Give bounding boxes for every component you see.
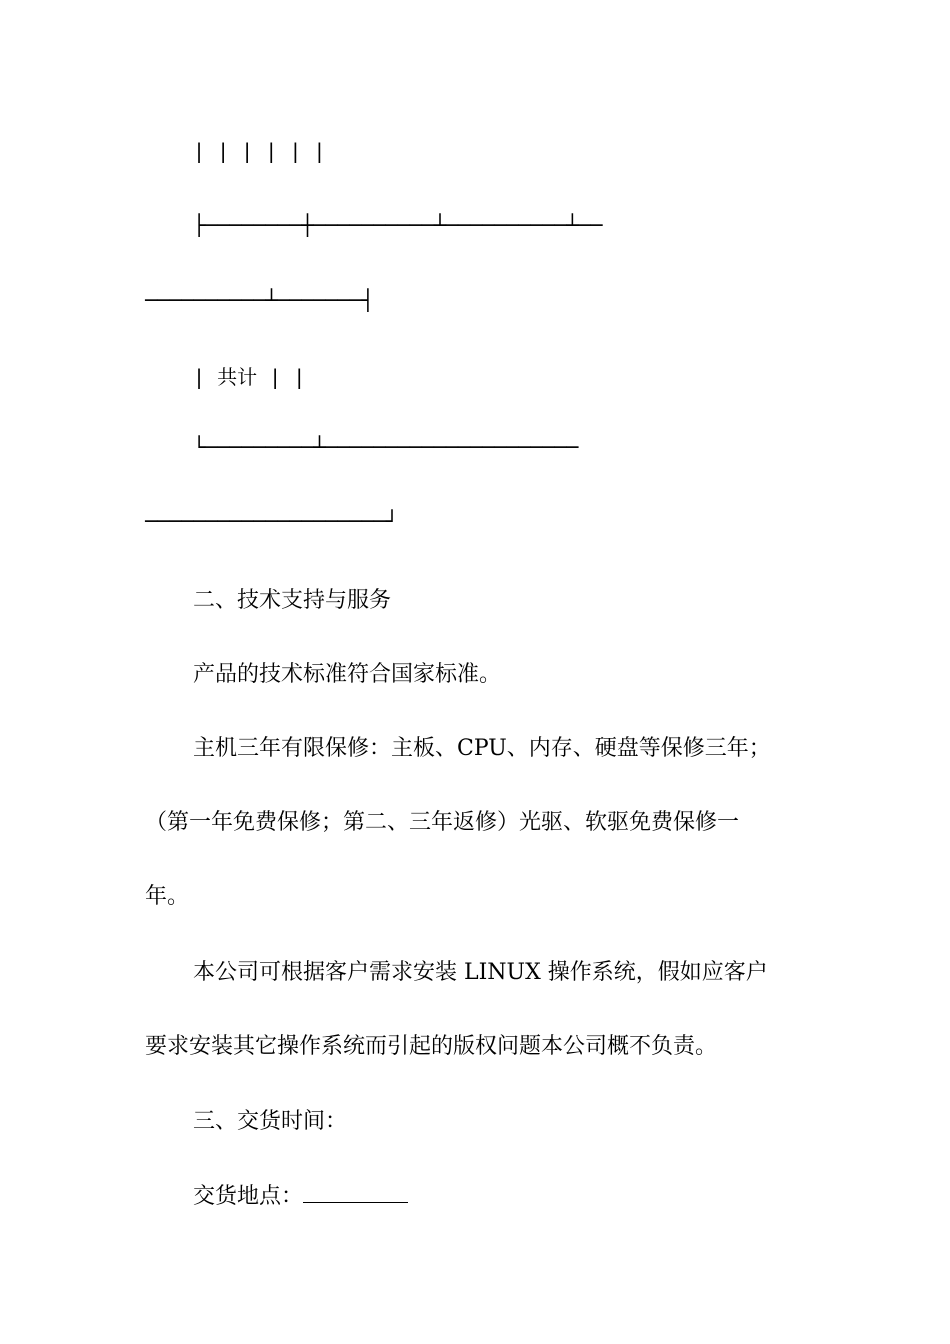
paragraph-standards: 产品的技术标准符合国家标准。 [193, 662, 502, 687]
table-total-row: | 共计 | | [193, 365, 306, 389]
table-rule-bottom-1: └─────────┴───────────────────── [193, 435, 579, 459]
paragraph-os-line1: 本公司可根据客户需求安装 LINUX 操作系统，假如应客户 [193, 960, 768, 985]
section-heading-3: 三、交货时间： [193, 1109, 348, 1134]
table-rule-top-1: ├────────┼──────────┴──────────┴── [193, 213, 603, 237]
paragraph-os-line2: 要求安装其它操作系统而引起的版权问题本公司概不负责。 [145, 1034, 718, 1059]
delivery-place-blank[interactable] [303, 1182, 408, 1203]
paragraph-warranty-line2: （第一年免费保修；第二、三年返修）光驱、软驱免费保修一 [145, 810, 740, 835]
section-heading-2: 二、技术支持与服务 [193, 588, 392, 613]
table-row-separators: | | | | | | [193, 139, 326, 163]
paragraph-warranty-line1: 主机三年有限保修：主板、CPU、内存、硬盘等保修三年； [193, 736, 771, 761]
delivery-place-line [193, 1182, 408, 1212]
table-rule-top-2: ──────────┴───────┤ [145, 288, 374, 312]
paragraph-warranty-line3: 年。 [145, 884, 190, 909]
delivery-place-label: 交货地点： [193, 1184, 304, 1209]
table-rule-bottom-2: ────────────────────┘ [145, 509, 398, 533]
